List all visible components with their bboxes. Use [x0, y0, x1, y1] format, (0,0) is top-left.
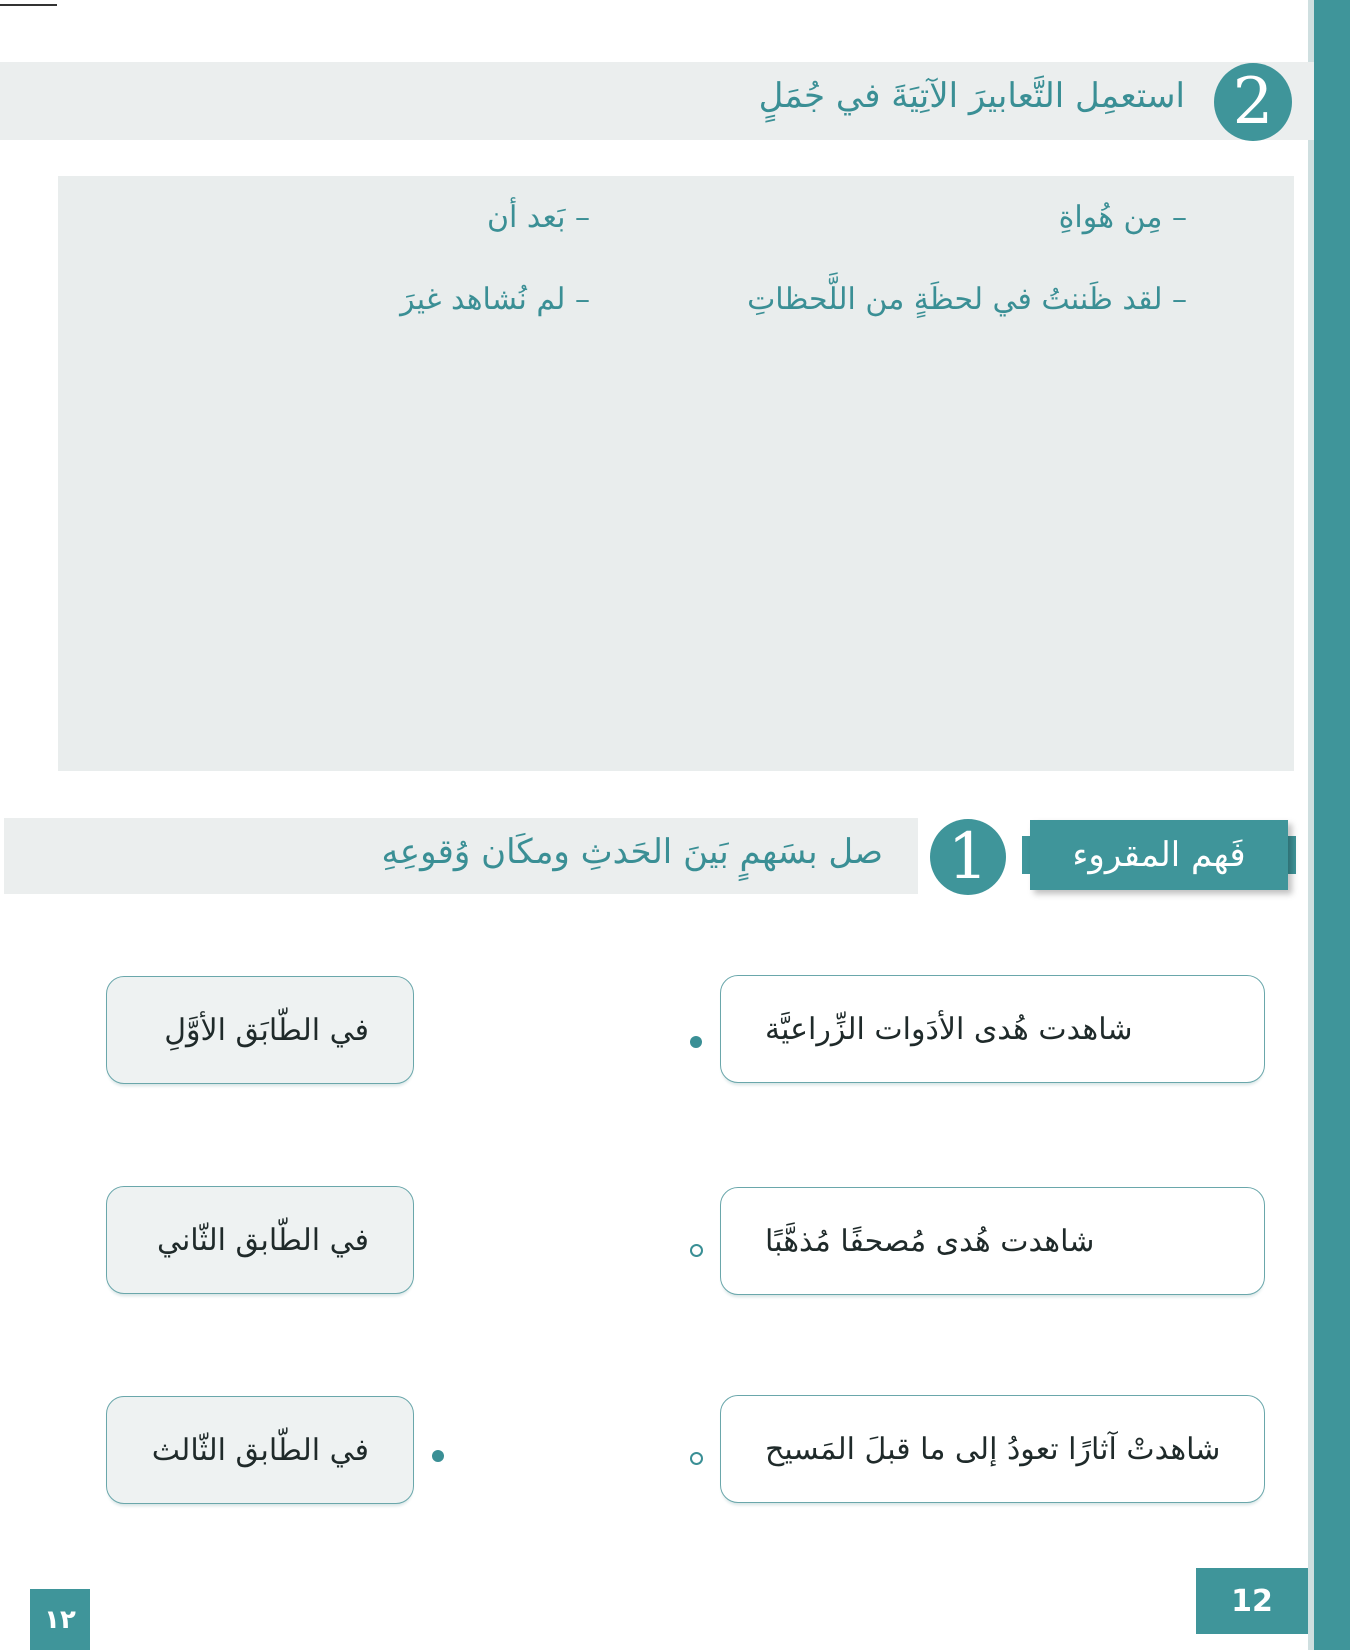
exercise2-title: استعمِل التَّعابيرَ الآتِيَةَ في جُمَلٍ — [758, 76, 1185, 116]
place-card[interactable]: في الطّابَق الأوَّلِ — [106, 976, 414, 1084]
event-card[interactable]: شاهدت هُدى الأدَوات الزِّراعيَّة — [720, 975, 1265, 1083]
page-number-arabic: ١٢ — [30, 1589, 90, 1650]
expression-item: – مِن هُواةِ — [1058, 200, 1187, 235]
place-card[interactable]: في الطّابق الثّالث — [106, 1396, 414, 1504]
event-connector-dot[interactable] — [690, 1036, 702, 1048]
expression-item: – بَعد أن — [486, 200, 590, 235]
right-edge-bar — [1314, 0, 1350, 1650]
event-card[interactable]: شاهدتْ آثارًا تعودُ إلى ما قبلَ المَسيح — [720, 1395, 1265, 1503]
place-card[interactable]: في الطّابق الثّاني — [106, 1186, 414, 1294]
page-number-latin: 12 — [1196, 1568, 1308, 1634]
event-connector-ring[interactable] — [690, 1244, 703, 1257]
expressions-box — [58, 176, 1294, 771]
expression-item: – لقد ظَننتُ في لحظَةٍ من اللَّحظاتِ — [747, 282, 1187, 317]
expression-item: – لم نُشاهد غيرَ — [400, 282, 590, 317]
place-connector-dot[interactable] — [432, 1450, 444, 1462]
event-card[interactable]: شاهدت هُدى مُصحفًا مُذهَّبًا — [720, 1187, 1265, 1295]
top-rule — [0, 4, 57, 6]
event-connector-ring[interactable] — [690, 1452, 703, 1465]
exercise2-number-badge: 2 — [1214, 63, 1292, 141]
exercise1-number-badge: 1 — [930, 819, 1006, 895]
exercise1-title: صل بسَهمٍ بَينَ الحَدثِ ومكَان وُقوعِهِ — [381, 832, 883, 872]
section-tag: فَهم المقروء — [1030, 820, 1288, 890]
